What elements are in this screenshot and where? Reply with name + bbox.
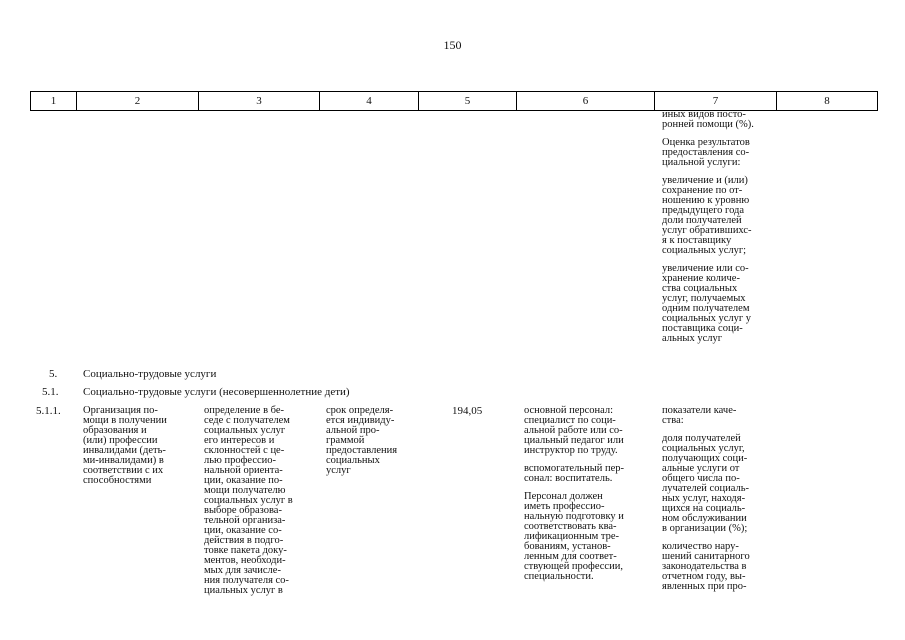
quality-text-line: явленных при про- [662,581,747,592]
service-term-line: граммой [326,435,365,446]
continued-text-paragraph [662,264,754,344]
staffing-text-line: нальную подготовку и [524,511,624,522]
staffing-text-line: Персонал должен [524,491,603,502]
continued-text-line: ронней помощи (%). [662,119,754,130]
continued-text-line: услуг обратившихс- [662,225,752,236]
continued-text-line: поставщика соци- [662,323,743,334]
service-name-line: Организация по- [83,405,158,416]
staffing-text-line: циальный педагог или [524,435,624,446]
service-description-line: социальных услуг в [204,495,293,506]
quality-text-line: получающих соци- [662,453,748,464]
service-term-line: предоставления [326,445,398,456]
continued-text-line: услуг, получаемых [662,293,746,304]
continued-quality-indicators [662,110,754,352]
quality-text-line: социальных услуг, [662,443,745,454]
header-col-7: 7 [655,92,777,111]
service-name-line: образования и [83,425,147,436]
quality-text-line: количество нару- [662,541,739,552]
service-name-line: способностями [83,475,152,486]
row-number: 5.1.1. [36,405,61,417]
subsection-title: Социально-трудовые услуги (несовершеннолетние дети) [83,386,350,398]
service-description-line: склонностей с це- [204,445,285,456]
continued-text-line: увеличение и (или) [662,175,748,186]
service-description-line: мых для зачисле- [204,565,281,576]
service-description-line: ментов, необходи- [204,555,286,566]
quality-text-line: показатели каче- [662,405,737,416]
quality-text-line: законодательства в [662,561,747,572]
continued-text-line: сохранение по от- [662,185,743,196]
staffing-text-line: иметь профессио- [524,501,605,512]
subsection-number: 5.1. [42,386,59,398]
service-description-line: нальной ориента- [204,465,283,476]
staffing-text-paragraph [524,492,624,582]
header-col-8: 8 [777,92,878,111]
staffing-text-line: сонал: воспитатель. [524,473,613,484]
staffing-text-line: ленным для соответ- [524,551,617,562]
quality-text-line: ном обслуживании [662,513,747,524]
continued-text-line: предыдущего года [662,205,745,216]
quality-text-line: шений санитарного [662,551,750,562]
staffing-text-paragraph [524,464,624,484]
staffing-text-line: бованиям, установ- [524,541,611,552]
continued-text-line: ношению к уровню [662,195,750,206]
header-col-5: 5 [419,92,517,111]
service-term-cell [326,406,397,476]
section-number: 5. [49,368,58,380]
service-description-line: ния получателя со- [204,575,289,586]
staffing-text-line: лификационным тре- [524,531,620,542]
service-term-line: социальных [326,455,380,466]
quality-text-line: ных услуг, находя- [662,493,746,504]
quality-text-paragraph [662,434,750,534]
service-name-line: мощи в получении [83,415,167,426]
continued-text-line: ства социальных [662,283,738,294]
quality-text-line: ства: [662,415,684,426]
service-name-line: ми-инвалидами) в [83,455,164,466]
staffing-text-line: инструктор по труду. [524,445,618,456]
staffing-text-line: альной работе или со- [524,425,623,436]
service-name-cell [83,406,167,486]
continued-text-paragraph [662,110,754,130]
header-col-6: 6 [517,92,655,111]
quality-text-line: общего числа по- [662,473,740,484]
staffing-text-line: вспомогательный пер- [524,463,625,474]
service-description-line: действия в подго- [204,535,284,546]
service-description-cell [204,406,293,596]
staffing-text-line: ствующей профессии, [524,561,623,572]
service-name-line: (или) профессии [83,435,158,446]
continued-text-line: социальных услуг; [662,245,747,256]
service-name-line: инвалидами (деть- [83,445,166,456]
continued-text-line: доли получателей [662,215,742,226]
header-col-2: 2 [77,92,199,111]
quality-indicators-cell [662,406,750,600]
service-name-line: соответствии с их [83,465,164,476]
service-description-line: ции, оказание со- [204,525,282,536]
staffing-requirements-cell [524,406,624,590]
service-description-line: его интересов и [204,435,275,446]
staffing-text-line: специалист по соци- [524,415,616,426]
quality-text-line: доля получателей [662,433,741,444]
continued-text-line: иных видов посто- [662,109,746,120]
service-description-line: циальных услуг в [204,585,283,596]
staffing-text-line: соответствовать ква- [524,521,617,532]
staffing-text-line: специальности. [524,571,594,582]
service-term-line: ется индивиду- [326,415,395,426]
quality-text-paragraph [662,406,750,426]
tariff-value: 194,05 [452,405,483,417]
continued-text-line: хранение количе- [662,273,740,284]
continued-text-paragraph [662,176,754,256]
quality-text-line: альные услуги от [662,463,740,474]
service-description-line: социальных услуг [204,425,286,436]
quality-text-line: щихся на социаль- [662,503,746,514]
header-col-3: 3 [199,92,320,111]
quality-text-line: отчетном году, вы- [662,571,746,582]
service-description-line: выборе образова- [204,505,282,516]
service-term-line: срок определя- [326,405,394,416]
quality-text-paragraph [662,542,750,592]
continued-text-paragraph [662,138,754,168]
service-description-line: седе с получателем [204,415,290,426]
continued-text-line: социальных услуг у [662,313,752,324]
continued-text-line: циальной услуги: [662,157,741,168]
quality-text-line: в организации (%); [662,523,748,534]
service-term-line: альной про- [326,425,380,436]
continued-text-line: предоставления со- [662,147,750,158]
service-description-line: мощи получателю [204,485,286,496]
service-description-line: определение в бе- [204,405,285,416]
service-description-line: товке пакета доку- [204,545,287,556]
continued-text-line: я к поставщику [662,235,732,246]
column-number-header [30,91,878,111]
service-description-line: лью профессио- [204,455,277,466]
header-col-1: 1 [31,92,77,111]
continued-text-line: одним получателем [662,303,750,314]
continued-text-line: Оценка результатов [662,137,750,148]
quality-text-line: лучателей социаль- [662,483,749,494]
header-col-4: 4 [320,92,419,111]
service-term-line: услуг [326,465,351,476]
continued-text-line: альных услуг [662,333,723,344]
continued-text-line: увеличение или со- [662,263,749,274]
page-number: 150 [443,38,462,52]
staffing-text-line: основной персонал: [524,405,614,416]
section-title: Социально-трудовые услуги [83,368,217,380]
staffing-text-paragraph [524,406,624,456]
service-description-line: тельной организа- [204,515,286,526]
service-description-line: ции, оказание по- [204,475,283,486]
